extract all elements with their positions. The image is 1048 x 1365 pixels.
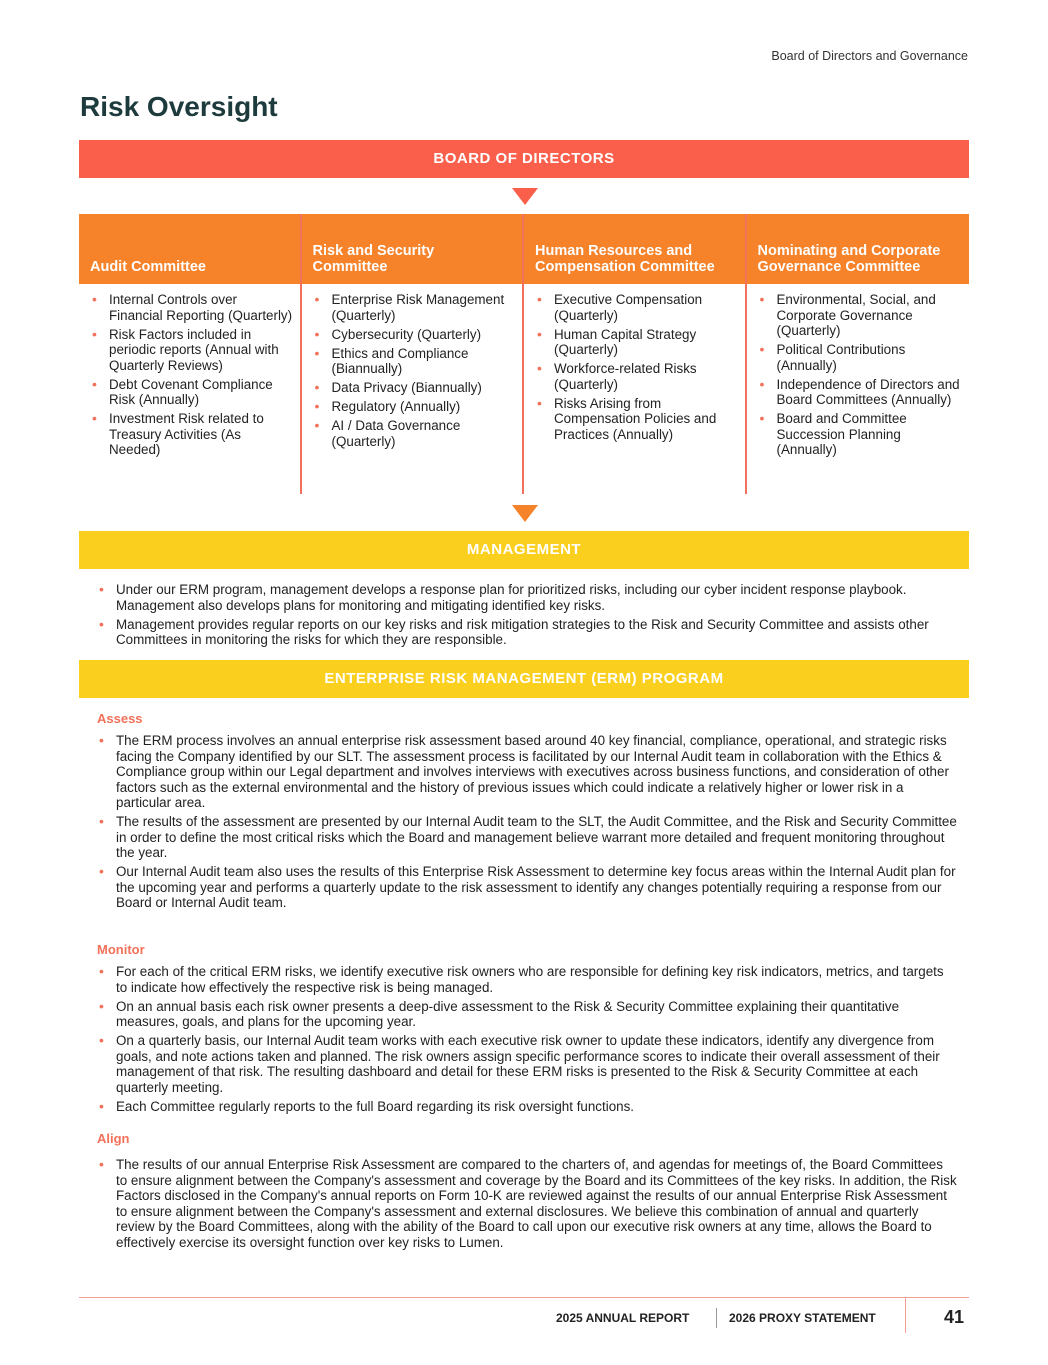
list-item: • Investment Risk related to Treasury Activities (As Needed) (90, 411, 294, 458)
board-banner: BOARD OF DIRECTORS (79, 140, 969, 178)
list-item: • On an annual basis each risk owner presents a deep-dive assessment to the Risk & Security Committee explaining their quantitative measures, goals, and plans for the upcoming year. (97, 999, 957, 1030)
footer-rule (79, 1297, 969, 1298)
down-arrow-icon (512, 505, 538, 522)
committee-items (524, 284, 745, 494)
align-heading: Align (97, 1131, 130, 1146)
assess-heading: Assess (97, 711, 143, 726)
list-item: • Internal Controls over Financial Reporting (Quarterly) (90, 292, 294, 323)
monitor-heading: Monitor (97, 942, 145, 957)
list-item: • The results of our annual Enterprise Risk Assessment are compared to the charters of, and agendas for meetings of, the Board Committees to ensure alignment between the Company's assessment and coverage by the Board and its Committees of the key risks. In addition, the Risk Factors disclosed in the Company's annual reports on Form 10-K are reviewed against the results of our annual Enterprise Risk Assessment to ensure alignment between the Company's assessment and external disclosures. We believe this combination of annual and quarterly review by the Board Committees, along with the ability of the Board to call upon our executive risk owners at any time, allows the Board to effectively exercise its oversight function over key risks to Lumen. (97, 1157, 957, 1250)
committee-heading: Human Resources and Compensation Committee (524, 214, 745, 284)
management-list (97, 582, 957, 651)
list-item: • Risks Arising from Compensation Policies and Practices (Annually) (535, 396, 739, 443)
list-item: • Board and Committee Succession Planning (Annually) (758, 411, 964, 458)
running-header: Board of Directors and Governance (771, 49, 968, 63)
down-arrow-icon (512, 188, 538, 205)
assess-list (97, 733, 957, 914)
list-item: • Environmental, Social, and Corporate Governance (Quarterly) (758, 292, 964, 339)
list-item: • For each of the critical ERM risks, we identify executive risk owners who are responsible for defining key risk indicators, metrics, and targets to indicate how effectively the respective risk is being managed. (97, 964, 957, 995)
committee-heading: Nominating and Corporate Governance Committee (747, 214, 970, 284)
committee-columns (79, 214, 969, 494)
page-number: 41 (943, 1307, 964, 1327)
list-item: • The results of the assessment are presented by our Internal Audit team to the SLT, the Audit Committee, and the Risk and Security Committee in order to define the most critical risks which the Board and management believe warrant more detailed and frequent monitoring throughout the year. (97, 814, 957, 861)
monitor-list (97, 964, 957, 1118)
erm-banner: ENTERPRISE RISK MANAGEMENT (ERM) PROGRAM (79, 660, 969, 698)
committee-heading: Risk and Security Committee (302, 214, 523, 284)
list-item: • Debt Covenant Compliance Risk (Annually) (90, 377, 294, 408)
list-item: • Each Committee regularly reports to the full Board regarding its risk oversight functions. (97, 1099, 957, 1115)
list-item: • On a quarterly basis, our Internal Audit team works with each executive risk owner to update these indicators, identify any divergence from goals, and note actions taken and planned. The risk owners assign specific performance scores to indicate their overall assessment of their management of that risk. The resulting dashboard and detail for these ERM risks is presented to the Risk & Security Committee at each quarterly meeting. (97, 1033, 957, 1095)
list-item: • Risk Factors included in periodic reports (Annual with Quarterly Reviews) (90, 327, 294, 374)
list-item: • Management provides regular reports on our key risks and risk mitigation strategies to the Risk and Security Committee and assists other Committees in monitoring the risks for which they are responsible. (97, 617, 957, 648)
list-item: • Data Privacy (Biannually) (313, 380, 517, 396)
list-item: • Political Contributions (Annually) (758, 342, 964, 373)
align-list (97, 1157, 957, 1254)
management-banner: MANAGEMENT (79, 531, 969, 569)
footer-proxy-statement: 2026 PROXY STATEMENT (729, 1311, 876, 1325)
list-item: • Cybersecurity (Quarterly) (313, 327, 517, 343)
list-item: • Enterprise Risk Management (Quarterly) (313, 292, 517, 323)
footer-divider (716, 1308, 717, 1328)
committee-column (524, 214, 747, 494)
committee-items (79, 284, 300, 494)
list-item: • AI / Data Governance (Quarterly) (313, 418, 517, 449)
page-title: Risk Oversight (80, 91, 278, 122)
committee-column (302, 214, 525, 494)
committee-items (302, 284, 523, 494)
list-item: • Ethics and Compliance (Biannually) (313, 346, 517, 377)
list-item: • Regulatory (Annually) (313, 399, 517, 415)
committee-column (747, 214, 970, 494)
list-item: • Under our ERM program, management develops a response plan for prioritized risks, including our cyber incident response playbook. Management also develops plans for monitoring and mitigating identified key risks. (97, 582, 957, 613)
list-item: • Independence of Directors and Board Committees (Annually) (758, 377, 964, 408)
committee-column (79, 214, 302, 494)
list-item: • Workforce-related Risks (Quarterly) (535, 361, 739, 392)
list-item: • Our Internal Audit team also uses the results of this Enterprise Risk Assessment to determine key focus areas within the Internal Audit plan for the upcoming year and performs a quarterly update to the risk assessment to identify any changes potentially requiring a response from our Board or Internal Audit team. (97, 864, 957, 911)
footer-divider (905, 1297, 906, 1333)
list-item: • Human Capital Strategy (Quarterly) (535, 327, 739, 358)
list-item: • The ERM process involves an annual enterprise risk assessment based around 40 key financial, compliance, operational, and strategic risks facing the Company identified by our SLT. The assessment process is facilitated by our Internal Audit team in collaboration with the Ethics & Compliance group within our Legal department and involves interviews with executives across business functions, and consideration of other factors such as the external environmental and the history of previous issues which could indicate a relatively higher or lower risk in a particular area. (97, 733, 957, 811)
committee-items (747, 284, 970, 494)
list-item: • Executive Compensation (Quarterly) (535, 292, 739, 323)
footer-annual-report: 2025 ANNUAL REPORT (556, 1311, 690, 1325)
committee-heading: Audit Committee (79, 214, 300, 284)
